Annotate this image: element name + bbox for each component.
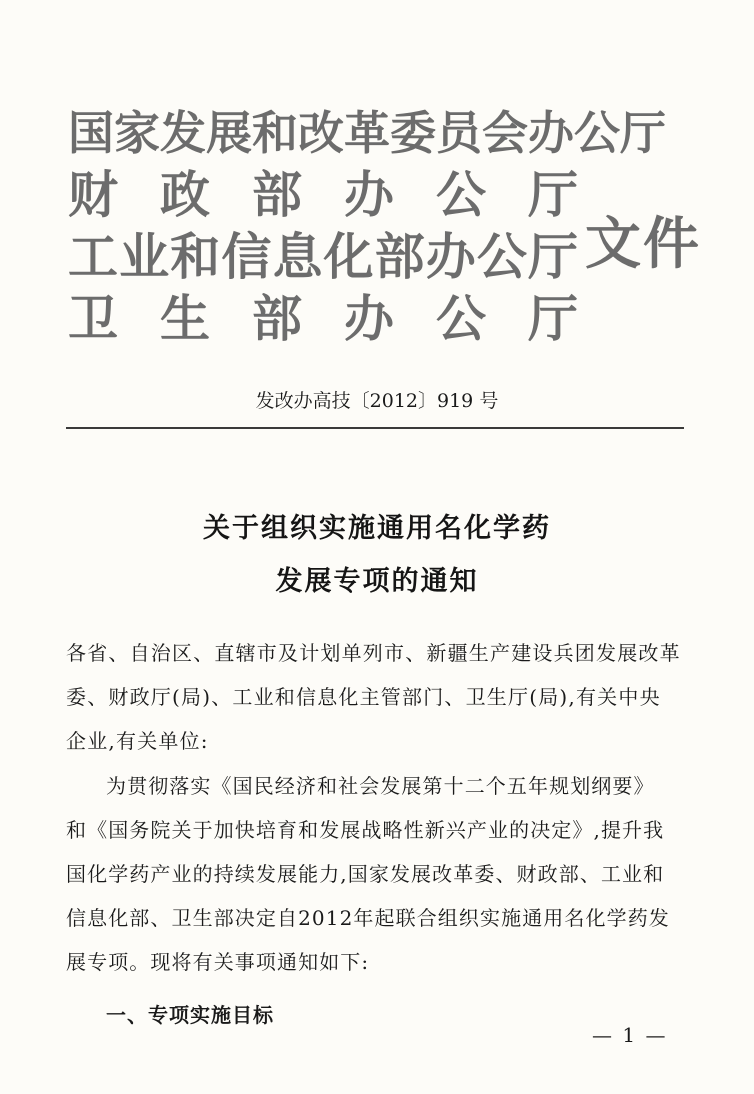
issuer-char: 发	[160, 106, 206, 160]
issuer-line-moh	[68, 288, 578, 350]
issuer-char: 业	[119, 228, 170, 286]
issuer-char: 办	[344, 290, 394, 348]
issuer-line-miit	[68, 226, 578, 288]
issuer-char: 财	[68, 166, 118, 224]
document-title-line-2: 发展专项的通知	[275, 566, 479, 597]
salutation-line: 企业,有关单位:	[66, 729, 209, 753]
paragraph-line: 展专项。现将有关事项通知如下:	[66, 950, 370, 974]
issuer-char: 办	[344, 166, 394, 224]
paragraph-line: 为贯彻落实《国民经济和社会发展第十二个五年规划纲要》	[106, 774, 655, 798]
paragraph-line: 国化学药产业的持续发展能力,国家发展改革委、财政部、工业和	[66, 862, 665, 886]
issuer-char: 员	[436, 106, 482, 160]
paragraph-line: 和《国务院关于加快培育和发展战略性新兴产业的决定》,提升我	[66, 818, 665, 842]
issuer-char: 办	[528, 106, 574, 160]
issuer-char: 部	[252, 166, 302, 224]
issuer-char: 国	[68, 106, 114, 160]
salutation-line: 委、财政厅(局)、工业和信息化主管部门、卫生厅(局),有关中央	[66, 685, 661, 709]
issuer-char: 政	[160, 166, 210, 224]
issuer-char: 公	[436, 166, 486, 224]
issuer-char: 部	[252, 290, 302, 348]
issuer-char: 改	[298, 106, 344, 160]
issuer-char: 厅	[528, 166, 578, 224]
page-number: — 1 —	[592, 1023, 668, 1047]
issuer-char: 厅	[527, 228, 578, 286]
issuer-char: 公	[436, 290, 486, 348]
issuer-char: 公	[574, 106, 620, 160]
issuer-char: 委	[390, 106, 436, 160]
issuer-char: 会	[482, 106, 528, 160]
salutation-line: 各省、自治区、直辖市及计划单列市、新疆生产建设兵团发展改革	[66, 641, 681, 665]
issuer-line-ndrc	[68, 102, 666, 164]
issuer-char: 化	[323, 228, 374, 286]
issuer-line-mof	[68, 164, 578, 226]
issuer-char: 和	[170, 228, 221, 286]
salutation	[66, 631, 686, 763]
section-heading: 一、专项实施目标	[106, 1003, 274, 1027]
issuer-char: 工	[68, 228, 118, 286]
issuer-char: 和	[252, 106, 298, 160]
document-type-label: 文件	[585, 212, 701, 277]
issuer-char: 息	[272, 228, 323, 286]
issuer-char: 展	[206, 106, 252, 160]
issuer-char: 厅	[528, 290, 578, 348]
issuer-char: 生	[160, 290, 210, 348]
issuer-char: 革	[344, 106, 390, 160]
paragraph-line: 信息化部、卫生部决定自2012年起联合组织实施通用名化学药发	[66, 906, 670, 930]
body-paragraph	[66, 764, 686, 984]
document-title-line-1: 关于组织实施通用名化学药	[203, 513, 551, 544]
issuer-char: 办	[425, 228, 476, 286]
issuer-char: 公	[476, 228, 527, 286]
header-divider	[66, 427, 684, 429]
issuer-char: 信	[221, 228, 272, 286]
document-number: 发改办高技〔2012〕919 号	[255, 390, 499, 412]
issuer-char: 卫	[68, 290, 118, 348]
issuer-char: 部	[374, 228, 425, 286]
issuer-char: 厅	[620, 106, 666, 160]
issuer-char: 家	[114, 106, 160, 160]
